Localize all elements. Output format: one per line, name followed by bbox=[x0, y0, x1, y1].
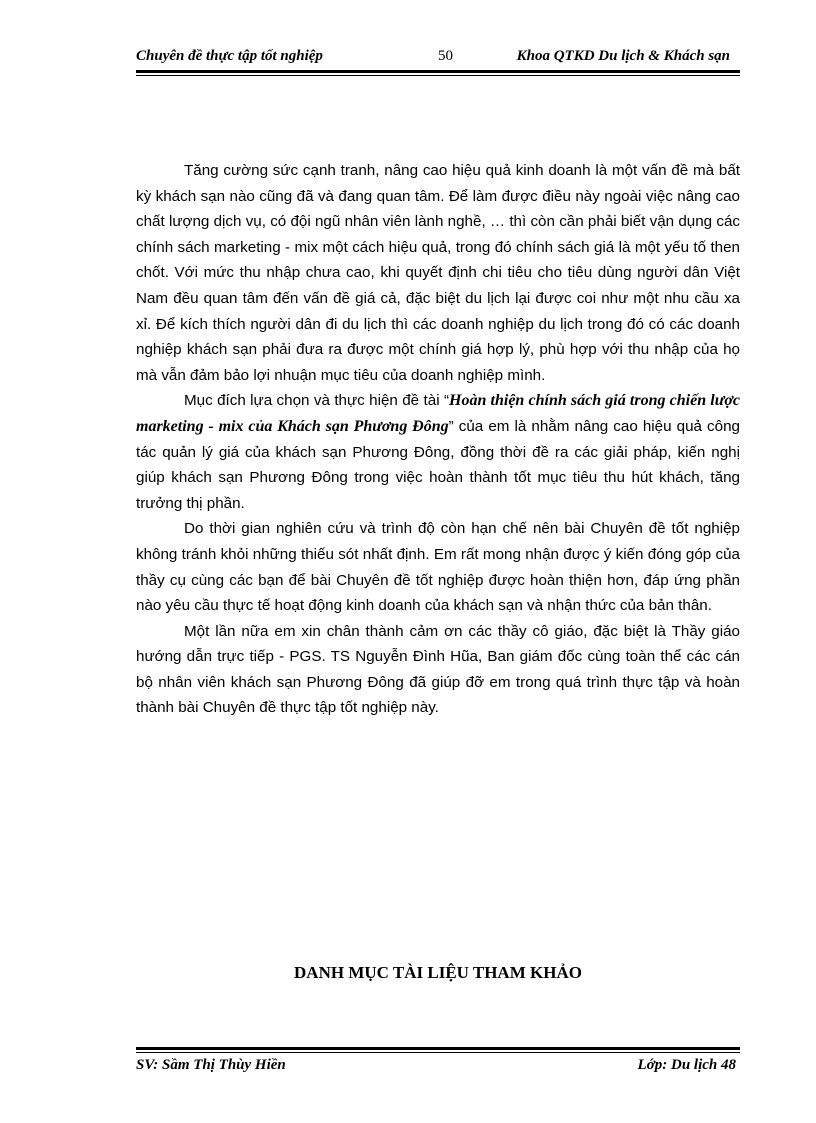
page-number: 50 bbox=[438, 48, 453, 64]
header-rule-thin bbox=[136, 75, 740, 76]
paragraph-2-rest: ” của em là nhằm nâng cao hiệu quả công tác quản lý giá của khách sạn Phương Đông, đồng thời đề ra các giải pháp, kiến nghị giúp khách sạn Phương Đông trong việc hoàn thành tốt mục tiêu thu hút khách, tăng trưởng thị phần. bbox=[136, 417, 740, 512]
header-rule-thick bbox=[136, 70, 740, 73]
footer-rule-thick bbox=[136, 1047, 740, 1050]
thesis-title: Hoàn thiện chính sách giá trong chiến lược marketing - mix của Khách sạn Phương Đông bbox=[136, 392, 740, 435]
page-footer bbox=[136, 1057, 740, 1077]
header-document-type: Chuyên đề thực tập tốt nghiệp bbox=[136, 48, 323, 64]
paragraph-3: Do thời gian nghiên cứu và trình độ còn hạn chế nên bài Chuyên đề tốt nghiệp không tránh khỏi những thiếu sót nhất định. Em rất mong nhận được ý kiến đóng góp của thầy cụ cùng các bạn để bài Chuyên đề tốt nghiệp được hoàn thiện hơn, đáp ứng phần nào yêu cầu thực tế hoạt động kinh doanh của khách sạn và nhận thức của bản thân. bbox=[136, 520, 740, 615]
paragraph-1: Tăng cường sức cạnh tranh, nâng cao hiệu quả kinh doanh là một vấn đề mà bất kỳ khách sạn nào cũng đã và đang quan tâm. Để làm được điều này ngoài việc nâng cao chất lượng dịch vụ, có đội ngũ nhân viên lành nghề, … thì còn cần phải biết vận dụng các chính sách marketing - mix một cách hiệu quả, trong đó chính sách giá là một yếu tố then chốt. Với mức thu nhập chưa cao, khi quyết định chi tiêu cho tiêu dùng người dân Việt Nam đều quan tâm đến vấn đề giá cả, đặc biệt du lịch lại được coi như một nhu cầu xa xỉ. Để kích thích người dân đi du lịch thì các doanh nghiệp du lịch trong đó có các doanh nghiệp khách sạn phải đưa ra được một chính giá hợp lý, phù hợp với thu nhập của họ mà vẫn đảm bảo lợi nhuận mục tiêu của doanh nghiệp mình. bbox=[136, 162, 740, 384]
footer-student: SV: Sầm Thị Thùy Hiền bbox=[136, 1057, 286, 1073]
footer-class: Lớp: Du lịch 48 bbox=[637, 1057, 736, 1073]
header-faculty: Khoa QTKD Du lịch & Khách sạn bbox=[516, 48, 730, 64]
paragraph-2 bbox=[136, 388, 740, 516]
footer-rule-thin bbox=[136, 1052, 740, 1053]
paragraph-2-intro: Mục đích lựa chọn và thực hiện đề tài “ bbox=[184, 392, 450, 410]
page-header bbox=[136, 48, 736, 68]
references-heading: DANH MỤC TÀI LIỆU THAM KHẢO bbox=[294, 963, 582, 982]
body-text bbox=[136, 158, 740, 721]
paragraph-4: Một lần nữa em xin chân thành cảm ơn các thầy cô giáo, đặc biệt là Thầy giáo hướng dẫn trực tiếp - PGS. TS Nguyễn Đình Hũa, Ban giám đốc cùng toàn thể các cán bộ nhân viên khách sạn Phương Đông đã giúp đỡ em trong quá trình thực tập và hoàn thành bài Chuyên đề thực tập tốt nghiệp này. bbox=[136, 622, 740, 717]
